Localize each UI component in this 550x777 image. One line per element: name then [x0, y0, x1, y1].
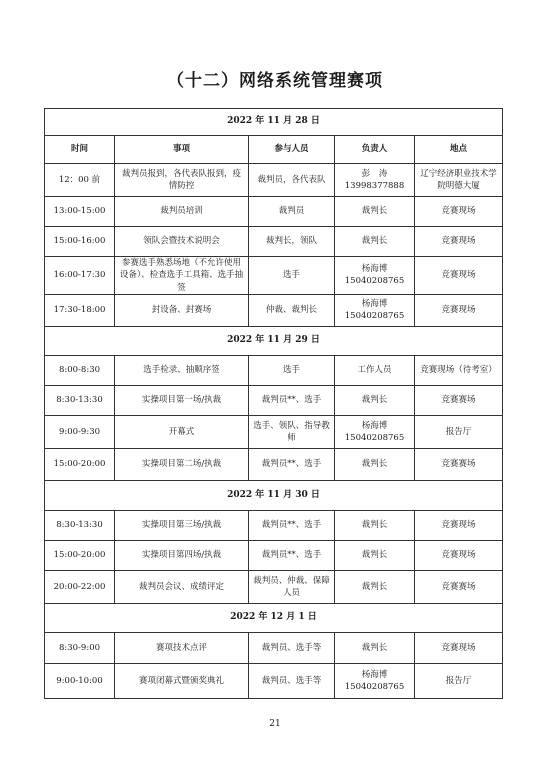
cell-place: 竞赛赛场 [415, 385, 503, 415]
cell-people: 裁判员**、选手 [249, 540, 335, 570]
cell-place: 报告厅 [415, 415, 503, 448]
cell-item: 封设备、封赛场 [115, 294, 249, 326]
cell-item: 实操项目第二场/执裁 [115, 448, 249, 480]
table-row [45, 415, 503, 448]
cell-lead: 裁判长 [335, 227, 415, 257]
table-row [45, 448, 503, 480]
table-row [45, 570, 503, 603]
cell-time: 9:00-10:00 [45, 663, 115, 698]
cell-item: 领队会暨技术说明会 [115, 227, 249, 257]
cell-place: 竞赛现场 [415, 540, 503, 570]
table-row [45, 257, 503, 295]
cell-lead: 工作人员 [335, 355, 415, 385]
cell-lead: 彭 涛 13998377888 [335, 164, 415, 197]
cell-item: 裁判员会议、成绩评定 [115, 570, 249, 603]
day-3-date-row [45, 480, 503, 510]
cell-item: 赛项闭幕式暨颁奖典礼 [115, 663, 249, 698]
cell-place: 竞赛现场 [415, 227, 503, 257]
cell-place: 竞赛赛场 [415, 448, 503, 480]
cell-time: 8:00-8:30 [45, 355, 115, 385]
cell-item: 实操项目第三场/执裁 [115, 510, 249, 540]
page-number: 21 [269, 719, 281, 729]
table-row [45, 294, 503, 326]
cell-time: 8:30-9:00 [45, 632, 115, 663]
cell-people: 选手 [249, 355, 335, 385]
table-row [45, 510, 503, 540]
column-header-time: 时间 [45, 136, 115, 164]
cell-place: 辽宁经济职业技术学院明德大厦 [415, 164, 503, 197]
column-header-lead: 负责人 [335, 136, 415, 164]
cell-lead: 杨海博 15040208765 [335, 415, 415, 448]
cell-people: 裁判员**、选手 [249, 448, 335, 480]
cell-people: 裁判员、选手等 [249, 632, 335, 663]
day-1-date: 2022 年 11 月 28 日 [45, 109, 503, 136]
cell-time: 15:00-16:00 [45, 227, 115, 257]
cell-place: 竞赛现场（待考室） [415, 355, 503, 385]
cell-place: 竞赛现场 [415, 294, 503, 326]
column-header-people: 参与人员 [249, 136, 335, 164]
cell-item: 实操项目第一场/执裁 [115, 385, 249, 415]
cell-people: 仲裁、裁判长 [249, 294, 335, 326]
day-3-date: 2022 年 11 月 30 日 [45, 480, 503, 510]
table-row [45, 385, 503, 415]
page-title: （十二）网络系统管理赛项 [167, 71, 383, 91]
cell-lead: 杨海博 15040208765 [335, 257, 415, 295]
cell-place: 竞赛现场 [415, 257, 503, 295]
cell-time: 13:00-15:00 [45, 197, 115, 227]
table-header-row [45, 136, 503, 164]
cell-lead: 杨海博 15040208765 [335, 294, 415, 326]
cell-item: 实操项目第四场/执裁 [115, 540, 249, 570]
cell-time: 8:30-13:30 [45, 510, 115, 540]
cell-time: 8:30-13:30 [45, 385, 115, 415]
cell-time: 12：00 前 [45, 164, 115, 197]
cell-people: 裁判员、选手等 [249, 663, 335, 698]
table-row [45, 540, 503, 570]
cell-lead: 裁判长 [335, 385, 415, 415]
cell-people: 裁判长，领队 [249, 227, 335, 257]
cell-item: 选手检录、抽顺序签 [115, 355, 249, 385]
cell-place: 竞赛赛场 [415, 570, 503, 603]
day-2-date: 2022 年 11 月 29 日 [45, 326, 503, 355]
cell-time: 20:00-22:00 [45, 570, 115, 603]
cell-people: 裁判员、仲裁、保障人员 [249, 570, 335, 603]
table-row [45, 164, 503, 197]
table-row [45, 355, 503, 385]
cell-lead: 裁判长 [335, 197, 415, 227]
cell-lead: 裁判长 [335, 632, 415, 663]
cell-time: 15:00-20:00 [45, 448, 115, 480]
cell-lead: 裁判长 [335, 510, 415, 540]
column-header-item: 事项 [115, 136, 249, 164]
cell-people: 裁判员**、选手 [249, 385, 335, 415]
column-header-place: 地点 [415, 136, 503, 164]
table-row [45, 197, 503, 227]
day-4-date: 2022 年 12 月 1 日 [45, 603, 503, 632]
cell-people: 裁判员 [249, 197, 335, 227]
cell-people: 选手、领队、指导教师 [249, 415, 335, 448]
day-2-date-row [45, 326, 503, 355]
cell-time: 9:00-9:30 [45, 415, 115, 448]
cell-people: 裁判员**、选手 [249, 510, 335, 540]
cell-time: 17:30-18:00 [45, 294, 115, 326]
table-row [45, 227, 503, 257]
day-1-date-row [45, 109, 503, 136]
cell-item: 赛项技术点评 [115, 632, 249, 663]
cell-place: 竞赛现场 [415, 510, 503, 540]
cell-time: 16:00-17:30 [45, 257, 115, 295]
cell-lead: 裁判长 [335, 570, 415, 603]
cell-lead: 杨海博 15040208765 [335, 663, 415, 698]
cell-people: 选手 [249, 257, 335, 295]
cell-item: 裁判员报到，各代表队报到，疫情防控 [115, 164, 249, 197]
cell-item: 开幕式 [115, 415, 249, 448]
day-4-date-row [45, 603, 503, 632]
cell-lead: 裁判长 [335, 448, 415, 480]
schedule-table [44, 108, 503, 699]
cell-people: 裁判员，各代表队 [249, 164, 335, 197]
table-row [45, 632, 503, 663]
cell-place: 竞赛现场 [415, 197, 503, 227]
cell-lead: 裁判长 [335, 540, 415, 570]
table-row [45, 663, 503, 698]
cell-item: 参赛选手熟悉场地（不允许使用设备）、检查选手工具箱、选手抽签 [115, 257, 249, 295]
cell-time: 15:00-20:00 [45, 540, 115, 570]
cell-place: 竞赛现场 [415, 632, 503, 663]
cell-item: 裁判员培训 [115, 197, 249, 227]
cell-place: 报告厅 [415, 663, 503, 698]
